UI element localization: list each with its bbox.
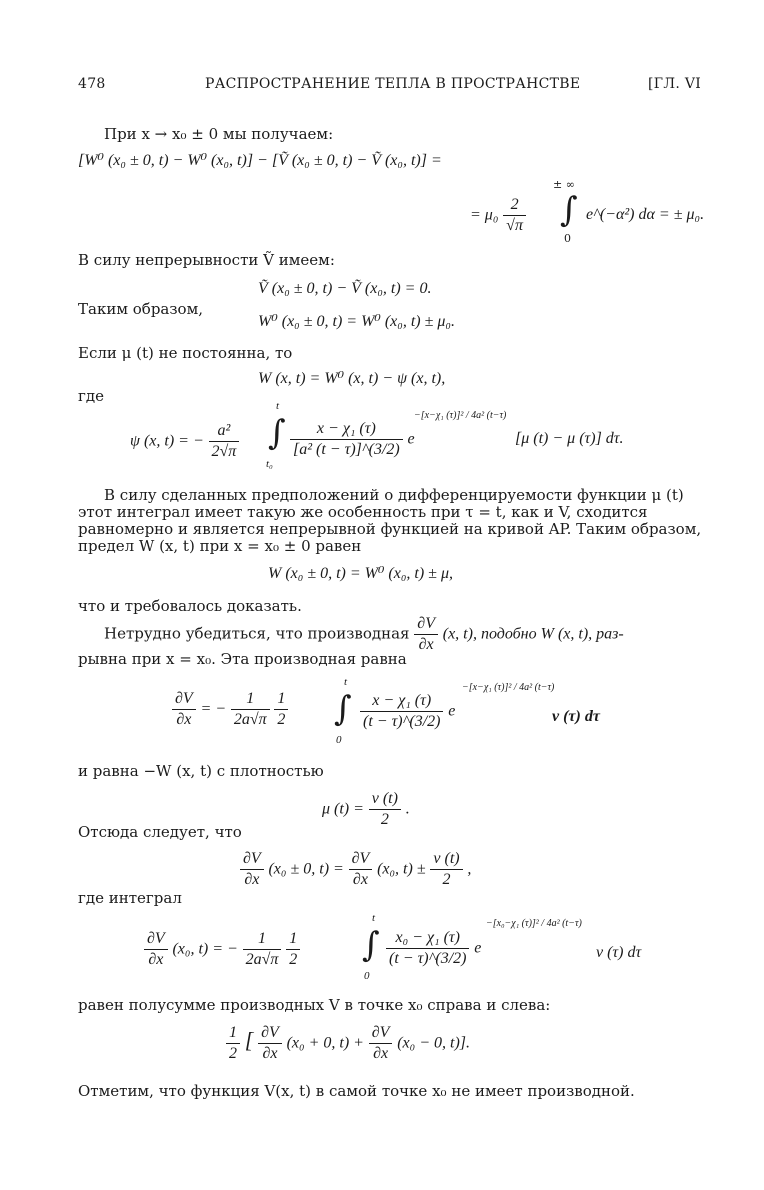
equation: W (x, t) = W⁰ (x, t) − ψ (x, t), (258, 370, 446, 387)
text-line: равен полусумме производных V в точке x₀ справа и слева: (78, 996, 551, 1014)
text-line: Отметим, что функция V(x, t) в самой точке x₀ не имеет производной. (78, 1082, 635, 1100)
page-number: 478 (78, 76, 106, 92)
text-line: Нетрудно убедиться, что производная $\frac{\partial V}{\partial x}$ (x, t), подобно W (x, t), раз- (104, 615, 624, 653)
equation: $\frac{\partial V}{\partial x}$ (x₀, t) = − $\frac{1}{2a√\pi}$ $\frac{1}{2}$ (144, 930, 300, 969)
text-line: равномерно и является непрерывной функцией на кривой AP. Таким образом, (78, 520, 702, 538)
chapter-label: [ГЛ. VI (648, 76, 702, 92)
text-line: и равна −W (x, t) с плотностью (78, 762, 324, 780)
text-line: что и требовалось доказать. (78, 597, 302, 615)
integral-sign: ∫ (362, 925, 380, 965)
text-line: В силу непрерывности Ṽ имеем: (78, 251, 335, 269)
running-title: РАСПРОСТРАНЕНИЕ ТЕПЛА В ПРОСТРАНСТВЕ (205, 76, 581, 92)
equation: ψ (x, t) = − $\frac{\text{a²}}{2√\pi}$ (130, 422, 239, 461)
text-line: рывна при x = x₀. Эта производная равна (78, 650, 407, 668)
equation: $\frac{1}{2}$ [ $\frac{\partial V}{\partial x}$ (x₀ + 0, t) + $\frac{\partial V}{\partial x}$ (x₀ − 0, t)]. (226, 1024, 470, 1063)
equation: W⁰ (x₀ ± 0, t) = W⁰ (x₀, t) ± μ₀. (258, 313, 455, 330)
equation: $\frac{\partial V}{\partial x}$ (x₀ ± 0, t) = $\frac{\partial V}{\partial x}$ (x₀, t) ± $\frac{\nu (t)}{2}$ , (240, 850, 471, 889)
integral-upper-limit: ± ∞ (553, 178, 575, 191)
equation: ν (τ) dτ (596, 944, 642, 961)
text-line: Отсюда следует, что (78, 823, 242, 841)
equation: Ṽ (x₀ ± 0, t) − Ṽ (x₀, t) = 0. (258, 280, 432, 297)
equation: [W⁰ (x₀ ± 0, t) − W⁰ (x₀, t)] − [Ṽ (x₀ ± 0, t) − Ṽ (x₀, t)] = (78, 152, 442, 169)
integral-upper-limit: t (372, 912, 376, 924)
integral-upper-limit: t (344, 676, 348, 688)
equation: $\frac{\text{x − χ₁ (τ)}}{(t - \tau)\^{}(3/2)}$ e (360, 692, 455, 731)
integral-sign: ∫ (334, 689, 352, 729)
text-line: Если μ (t) не постоянна, то (78, 344, 293, 362)
integral-sign: ∫ (268, 413, 286, 453)
equation: = μ₀ $\frac{2}{√\pi}$ (470, 196, 526, 235)
text-line: Таким образом, (78, 300, 204, 318)
equation: $\frac{\text{x₀ − χ₁ (τ)}}{(t - \tau)\^{}(3/2)}$ e (386, 929, 481, 968)
text-line: При x → x₀ ± 0 мы получаем: (104, 125, 334, 143)
text-line: этот интеграл имеет такую же особенность при τ = t, как и V, сходится (78, 503, 648, 521)
equation: $\frac{\text{x − χ₁ (τ)}}{\text{[a² (t − τ)]\textasciicircum{}(3/2)}}$ e (290, 420, 415, 459)
text-line: В силу сделанных предположений о дифференцируемости функции μ (t) (104, 486, 684, 504)
equation: e^(−α²) dα = ± μ₀. (586, 206, 705, 223)
text-line: где интеграл (78, 889, 182, 907)
integral-lower-limit: 0 (336, 734, 342, 746)
equation: $\frac{\partial V}{\partial x}$ = − $\frac{1}{2a√\pi}$ $\frac{1}{2}$ (172, 690, 288, 729)
integral-lower-limit: 0 (564, 232, 571, 245)
exponent: −[x₀−χ₁ (τ)]² / 4a² (t−τ) (486, 918, 582, 929)
integral-lower-limit: 0 (364, 970, 370, 982)
text-line: предел W (x, t) при x = x₀ ± 0 равен (78, 537, 362, 555)
exponent: −[x−χ₁ (τ)]² / 4a² (t−τ) (462, 682, 555, 693)
integral-sign: ∫ (560, 190, 578, 230)
text-line: где (78, 387, 104, 405)
equation: [μ (t) − μ (τ)] dτ. (515, 430, 624, 447)
equation: ν (τ) dτ (552, 708, 600, 725)
equation: μ (t) = $\frac{\nu (t)}{2}$ . (322, 790, 410, 828)
integral-upper-limit: t (276, 400, 280, 412)
exponent: −[x−χ₁ (τ)]² / 4a² (t−τ) (414, 410, 507, 421)
integral-lower-limit: t₀ (266, 458, 273, 470)
equation: W (x₀ ± 0, t) = W⁰ (x₀, t) ± μ, (268, 565, 453, 582)
